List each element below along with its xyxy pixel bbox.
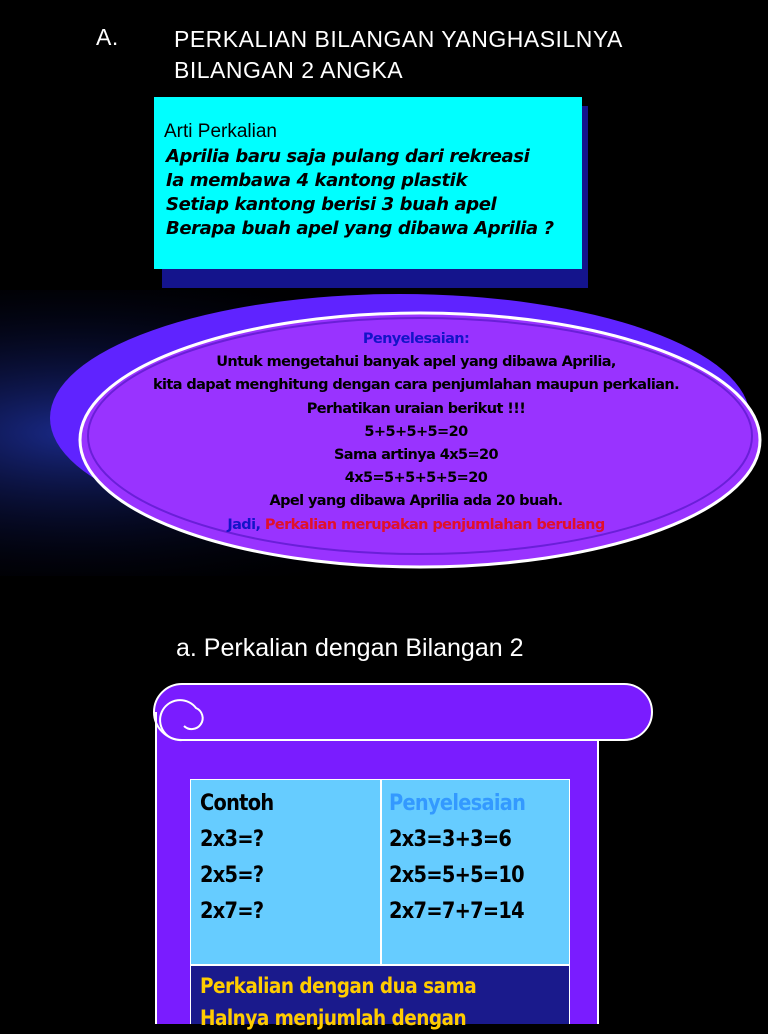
conclusion-text: Perkalian merupakan penjumlahan berulang (264, 516, 605, 533)
table-cell: 2x7=? (200, 899, 264, 924)
story-line: Ia membawa 4 kantong plastik (166, 170, 468, 191)
scroll-top-roll (154, 684, 652, 740)
solution-line: Untuk mengetahui banyak apel yang dibawa Aprilia, (216, 354, 616, 371)
solution-line: Perhatikan uraian berikut !!! (306, 400, 526, 417)
note-text (200, 970, 514, 1034)
table-divider (380, 779, 382, 965)
solution-text (120, 328, 712, 537)
story-line: Berapa buah apel yang dibawa Aprilia ? (166, 218, 554, 239)
table-cell: 2x5=? (200, 863, 264, 888)
conclusion-label: Jadi, (227, 516, 265, 533)
table-header-examples: Contoh (200, 791, 274, 816)
note-line: Halnya menjumlah dengan (200, 1006, 467, 1030)
solution-line: Apel yang dibawa Aprilia ada 20 buah. (269, 493, 563, 510)
story-title: Arti Perkalian (164, 121, 277, 142)
solution-conclusion (120, 514, 712, 537)
solution-line: 4x5=5+5+5+5=20 (344, 470, 488, 487)
solution-line: Sama artinya 4x5=20 (333, 447, 499, 464)
solution-heading: Penyelesaian: (362, 331, 470, 347)
table-header-solutions: Penyelesaian (389, 791, 526, 816)
table-cell: 2x3=3+3=6 (389, 827, 512, 852)
story-text (166, 145, 576, 241)
section-title-line1: PERKALIAN BILANGAN YANGHASILNYA (174, 26, 623, 52)
table-cell: 2x3=? (200, 827, 264, 852)
section-title-line2: BILANGAN 2 ANGKA (174, 57, 404, 83)
story-line: Aprilia baru saja pulang dari rekreasi (166, 146, 530, 167)
table-column-examples (200, 786, 283, 930)
subsection-title: a. Perkalian dengan Bilangan 2 (176, 634, 524, 662)
section-title (174, 24, 734, 86)
table-column-solutions (389, 786, 544, 930)
solution-line: kita dapat menghitung dengan cara penjumlahan maupun perkalian. (152, 377, 680, 394)
table-cell: 2x7=7+7=14 (389, 899, 524, 924)
table-cell: 2x5=5+5=10 (389, 863, 524, 888)
story-line: Setiap kantong berisi 3 buah apel (166, 194, 497, 215)
note-line: Perkalian dengan dua sama (200, 974, 477, 998)
section-letter: A. (96, 24, 119, 50)
solution-line: 5+5+5+5=20 (364, 423, 468, 440)
